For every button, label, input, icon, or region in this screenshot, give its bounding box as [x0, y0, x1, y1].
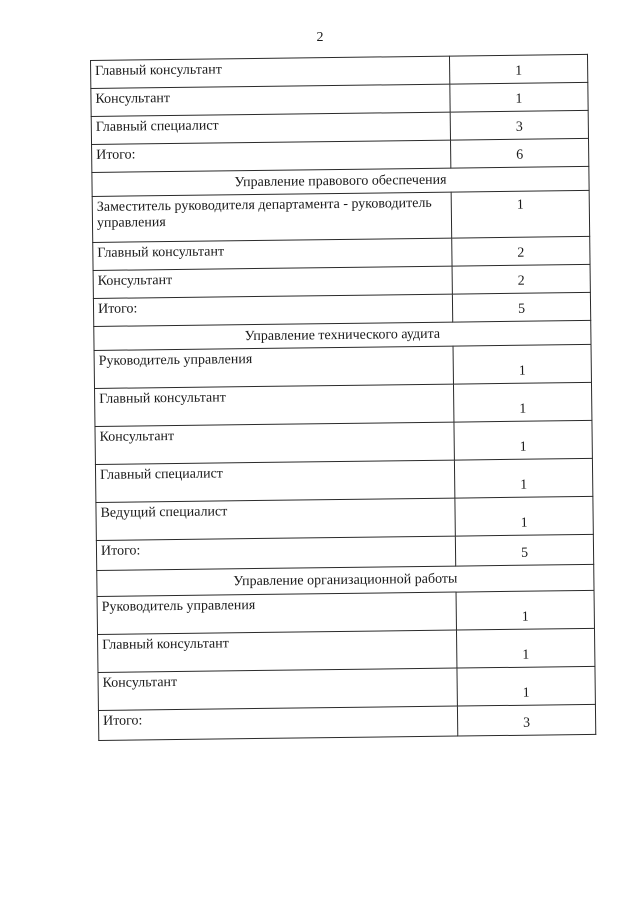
position-cell: Консультант [93, 266, 452, 298]
count-cell: 3 [450, 110, 588, 140]
table-row [96, 496, 593, 540]
table-row [98, 628, 595, 672]
staffing-table-body [91, 54, 596, 740]
total-count: 3 [457, 704, 595, 736]
count-cell: 1 [454, 420, 592, 460]
section-title: Управление правового обеспечения [92, 166, 589, 196]
position-cell: Главный консультант [91, 56, 450, 88]
count-cell: 2 [452, 236, 590, 266]
position-cell: Консультант [91, 84, 450, 116]
position-cell: Главный консультант [98, 630, 457, 672]
total-count: 5 [452, 292, 590, 322]
position-cell: Заместитель руководителя департамента - руководитель управления [92, 192, 452, 242]
position-cell: Руководитель управления [94, 346, 453, 388]
total-label: Итого: [92, 140, 451, 172]
table-row [95, 382, 592, 426]
position-cell: Руководитель управления [97, 592, 456, 634]
position-cell: Ведущий специалист [96, 498, 455, 540]
table-row [97, 590, 594, 634]
total-label: Итого: [98, 706, 457, 740]
total-row [98, 704, 595, 740]
count-cell: 1 [454, 458, 592, 498]
count-cell: 1 [455, 496, 593, 536]
count-cell: 1 [457, 666, 595, 706]
table-row [92, 190, 590, 242]
total-label: Итого: [93, 294, 452, 326]
position-cell: Консультант [98, 668, 457, 710]
total-label: Итого: [96, 536, 455, 570]
page-number: 2 [316, 30, 324, 45]
count-cell: 1 [453, 382, 591, 422]
staffing-table [90, 54, 596, 741]
count-cell: 1 [450, 82, 588, 112]
position-cell: Главный специалист [91, 112, 450, 144]
count-cell: 1 [449, 54, 587, 84]
table-row [98, 666, 595, 710]
count-cell: 1 [456, 628, 594, 668]
table-row [95, 420, 592, 464]
table-row [94, 344, 591, 388]
count-cell: 2 [452, 264, 590, 294]
position-cell: Главный специалист [95, 460, 454, 502]
position-cell: Консультант [95, 422, 454, 464]
position-cell: Главный консультант [95, 384, 454, 426]
count-cell: 1 [453, 344, 591, 384]
section-title: Управление технического аудита [94, 320, 591, 350]
section-title: Управление организационной работы [97, 564, 594, 596]
table-row [95, 458, 592, 502]
total-count: 5 [455, 534, 593, 566]
position-cell: Главный консультант [93, 238, 452, 270]
count-cell: 1 [456, 590, 594, 630]
count-cell: 1 [451, 190, 590, 238]
total-count: 6 [451, 138, 589, 168]
